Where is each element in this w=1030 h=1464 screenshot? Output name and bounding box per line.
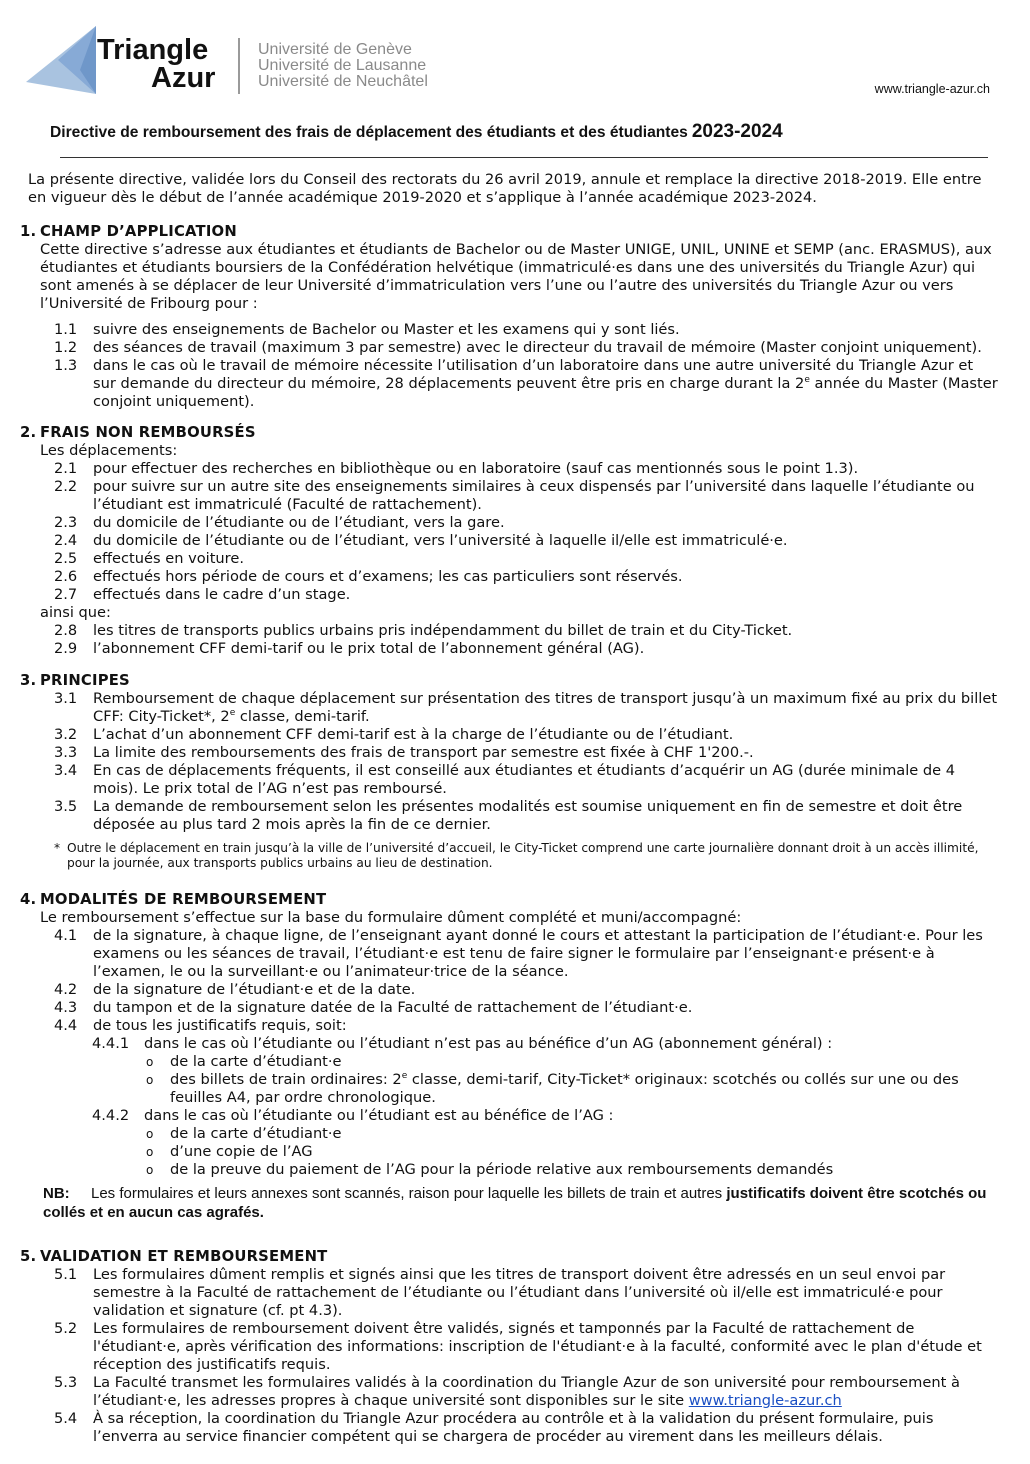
section-heading: 2. FRAIS NON REMBOURSÉS [20, 424, 256, 441]
list-item: 3.1 Remboursement de chaque déplacement sur présentation des titres de transport jusqu’à un maximum fixé au prix du billet CFF: City-Ticket*, 2e classe, demi-tarif. [54, 690, 998, 725]
list-item: 5.3 La Faculté transmet les formulaires validés à la coordination du Triangle Azur de son université pour remboursement à l’étudiant·e, les adresses propres à chaque université sont disponibles sur le site www.triangle-azur.ch [54, 1374, 960, 1409]
document-title [50, 121, 783, 143]
section-heading: 3. PRINCIPES [20, 672, 130, 689]
section-lead: Les déplacements: [40, 442, 178, 459]
section-1 [20, 223, 1000, 411]
list-item: 2.5 effectués en voiture. [54, 550, 244, 567]
list-item: 5.4 À sa réception, la coordination du Triangle Azur procédera au contrôle et à la validation du présent formulaire, puis l’enverra au service financier compétent qui se chargera de procéder au virement dans les meilleurs délais. [54, 1410, 934, 1445]
title-rule [60, 157, 988, 158]
list-item: 2.8 les titres de transports publics urbains pris indépendamment du billet de train et du City-Ticket. [54, 622, 793, 639]
list-item: 4.3 du tampon et de la signature datée de la Faculté de rattachement de l’étudiant·e. [54, 999, 693, 1016]
section-also: ainsi que: [40, 604, 111, 621]
bullet-item: o d’une copie de l’AG [146, 1143, 313, 1160]
bullet-item: o de la carte d’étudiant·e [146, 1125, 342, 1142]
university-geneve: Université de Genève [258, 41, 412, 58]
brand-line2: Azur [151, 62, 216, 94]
bullet-item: o de la preuve du paiement de l’AG pour la période relative aux remboursements demandés [146, 1161, 834, 1178]
section-heading: 5. VALIDATION ET REMBOURSEMENT [20, 1248, 328, 1265]
university-neuchatel: Université de Neuchâtel [258, 73, 428, 90]
section-heading: 1. CHAMP D’APPLICATION [20, 223, 237, 240]
section-lead: Le remboursement s’effectue sur la base du formulaire dûment complété et muni/accompagné: [40, 909, 742, 926]
list-item: 2.1 pour effectuer des recherches en bibliothèque ou en laboratoire (sauf cas mentionnés sous le point 1.3). [54, 460, 859, 477]
title-text: Directive de remboursement des frais de déplacement des étudiants et des étudiantes [50, 124, 688, 141]
list-item: 5.1 Les formulaires dûment remplis et signés ainsi que les titres de transport doivent être adressés en un seul envoi par semestre à la Faculté de rattachement de l’étudiante ou l’étudiant dans l’université où il/elle est immatriculé·e pour validation et signature (cf. pt 4.3). [54, 1266, 946, 1319]
university-list [258, 42, 428, 90]
list-item: 2.6 effectués hors période de cours et d’examens; les cas particuliers sont réservés. [54, 568, 683, 585]
triangle-azur-link[interactable]: www.triangle-azur.ch [688, 1392, 842, 1409]
section-2 [20, 424, 1000, 658]
brand-line1: Triangle [97, 34, 209, 66]
list-item: 2.7 effectués dans le cadre d’un stage. [54, 586, 351, 603]
list-item: 4.1 de la signature, à chaque ligne, de l’enseignant ayant donné le cours et attestant la participation de l’étudiant·e. Pour les examens ou les séances de travail, l’étudiant·e est tenu de faire signer le formulaire par l’enseignant·e présent·e à l’examen, le ou la surveillant·e ou l’animateur·trice de la séance. [54, 927, 983, 980]
list-item: 3.5 La demande de remboursement selon les présentes modalités est soumise uniquement en fin de semestre et doit être déposée au plus tard 2 mois après la fin de ce dernier. [54, 798, 963, 833]
sub-item: 4.4.2 dans le cas où l’étudiante ou l’étudiant est au bénéfice de l’AG : [92, 1107, 614, 1124]
list-item: 4.2 de la signature de l’étudiant·e et de la date. [54, 981, 416, 998]
list-item: 3.4 En cas de déplacements fréquents, il est conseillé aux étudiantes et étudiants d’acquérir un AG (durée minimale de 4 mois). Le prix total de l’AG n’est pas remboursé. [54, 762, 956, 797]
section-heading: 4. MODALITÉS DE REMBOURSEMENT [20, 891, 327, 908]
list-item: 2.9 l’abonnement CFF demi-tarif ou le prix total de l’abonnement général (AG). [54, 640, 645, 657]
intro-paragraph: La présente directive, validée lors du Conseil des rectorats du 26 avril 2019, annule et remplace la directive 2018-2019. Elle entre en vigueur dès le début de l’année académique 2019-2020 et s’applique à l’année académique 2023-2024. [28, 171, 982, 206]
list-item: 5.2 Les formulaires de remboursement doivent être validés, signés et tamponnés par la Faculté de rattachement de l'étudiant·e, après vérification des informations: inscription de l'étudiant·e à la faculté, conformité avec le plan d'étude et réception des justificatifs requis. [54, 1320, 982, 1373]
header-divider [238, 38, 240, 94]
brand-name [97, 36, 215, 92]
footnote: * Outre le déplacement en train jusqu’à la ville de l’université d’accueil, le City-Ticket comprend une carte journalière donnant droit à un accès illimité, pour la journée, aux transports publics urbains au lieu de destination. [54, 841, 979, 870]
bullet-item: o des billets de train ordinaires: 2e classe, demi-tarif, City-Ticket* originaux: scotchés ou collés sur une ou des feuilles A4, par ordre chronologique. [146, 1071, 959, 1106]
bullet-item: o de la carte d’étudiant·e [146, 1053, 342, 1070]
list-item: 2.2 pour suivre sur un autre site des enseignements similaires à ceux dispensés par l’université dans laquelle l’étudiante ou l’étudiant est immatriculé (Faculté de rattachement). [54, 478, 975, 513]
title-year: 2023-2024 [691, 121, 783, 142]
section-4 [20, 891, 1000, 1222]
section-5 [20, 1248, 1000, 1446]
list-item: 1.1 suivre des enseignements de Bachelor ou Master et les examens qui y sont liés. [54, 321, 680, 338]
list-item: 3.3 La limite des remboursements des frais de transport par semestre est fixée à CHF 1'200.-. [54, 744, 754, 761]
sub-item: 4.4.1 dans le cas où l’étudiante ou l’étudiant n’est pas au bénéfice d’un AG (abonnement général) : [92, 1035, 833, 1052]
list-item: 3.2 L’achat d’un abonnement CFF demi-tarif est à la charge de l’étudiante ou de l’étudiant. [54, 726, 734, 743]
triangle-logo-icon [26, 26, 98, 96]
nb-note: NB: Les formulaires et leurs annexes sont scannés, raison pour laquelle les billets de train et autres justificatifs doivent être scotchés ou collés et en aucun cas agrafés. [43, 1185, 987, 1221]
list-item: 2.3 du domicile de l’étudiante ou de l’étudiant, vers la gare. [54, 514, 505, 531]
list-item: 2.4 du domicile de l’étudiante ou de l’étudiant, vers l’université à laquelle il/elle est immatriculé·e. [54, 532, 788, 549]
university-lausanne: Université de Lausanne [258, 57, 427, 74]
list-item: 1.2 des séances de travail (maximum 3 par semestre) avec le directeur du travail de mémoire (Master conjoint uniquement). [54, 339, 982, 356]
list-item: 1.3 dans le cas où le travail de mémoire nécessite l’utilisation d’un laboratoire dans une autre université du Triangle Azur et sur demande du directeur du mémoire, 28 déplacements peuvent être pris en charge durant la 2e année du Master (Master conjoint uniquement). [54, 357, 998, 410]
website-link[interactable]: www.triangle-azur.ch [874, 82, 990, 96]
section-text: Cette directive s’adresse aux étudiantes et étudiants de Bachelor ou de Master UNIGE, UNIL, UNINE et SEMP (anc. ERASMUS), aux étudiantes et étudiants boursiers de la Confédération helvétique (immatriculé·es dans une des universités du Triangle Azur) qui sont amenés à se déplacer de leur Université d’immatriculation vers l’une ou l’autre des universités du Triangle Azur ou vers l’Université de Fribourg pour : [40, 241, 992, 312]
list-item: 4.4 de tous les justificatifs requis, soit: [54, 1017, 347, 1034]
section-3 [20, 672, 1000, 871]
